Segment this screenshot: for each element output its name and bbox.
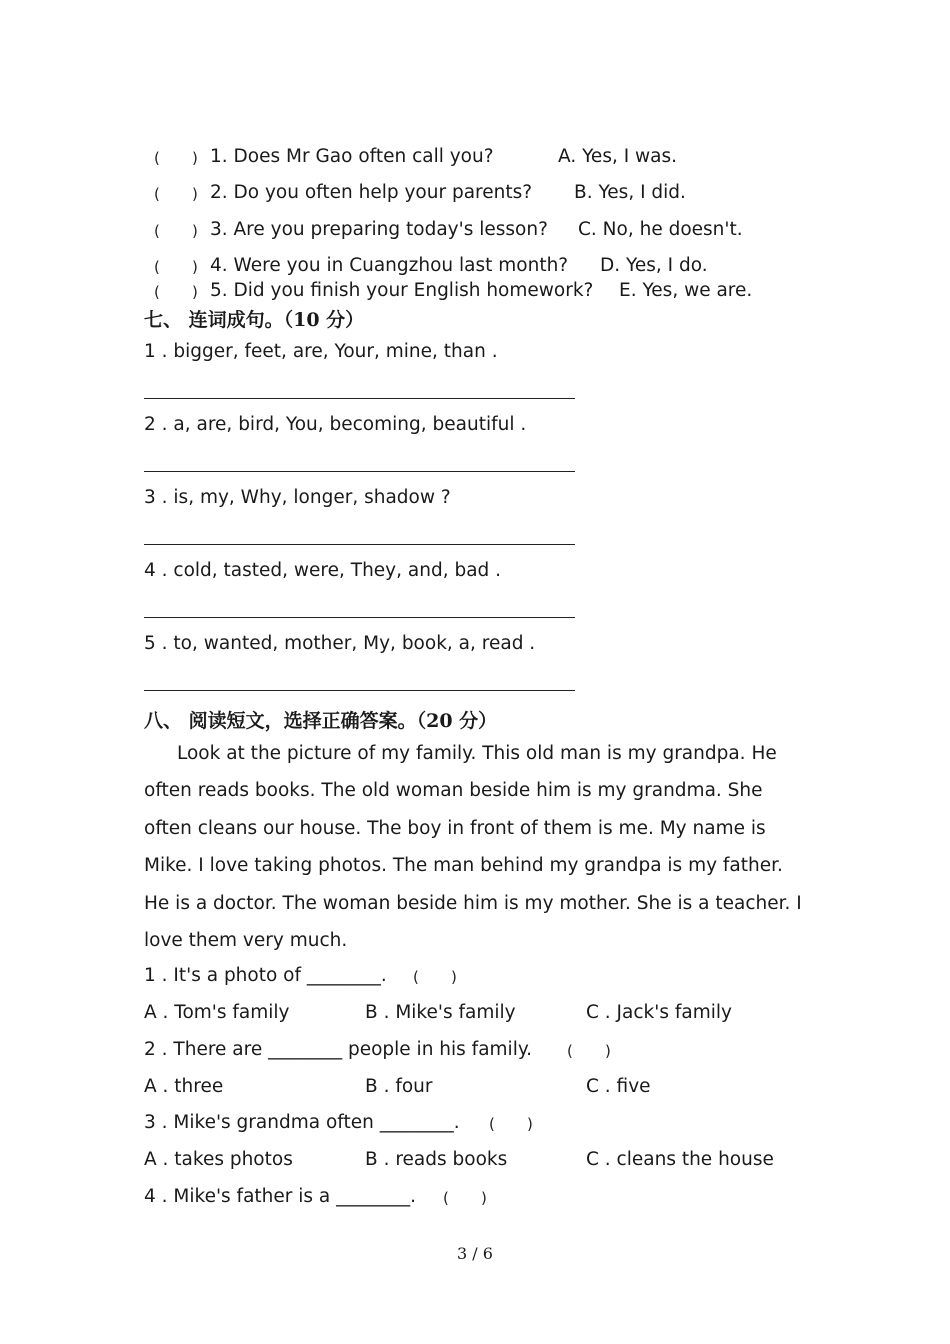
passage-text: Look at the picture of my family. This old man is my grandpa. He often reads books. The old woman beside him is my grandma. She often cleans our house. The boy in front of them is me. My name is Mike. I love taking photos. The man behind my grandpa is my father. He is a doctor. The woman beside him is my mother. She is a teacher. I love them very much. — [144, 743, 802, 952]
section-7-title: 七、 连词成句。（10 分） — [144, 309, 365, 331]
sentence-item-2: 2 . a, are, bird, You, becoming, beautiful . — [144, 414, 527, 435]
answer-bracket-close: ) — [605, 1042, 611, 1060]
sentence-item-3: 3 . is, my, Why, longer, shadow ? — [144, 487, 451, 508]
answer-bracket-close: ) — [192, 149, 198, 167]
answer-bracket-close: ) — [481, 1189, 487, 1207]
answer-line — [144, 471, 575, 472]
answer-bracket-close: ) — [192, 222, 198, 240]
match-answer-b: B. Yes, I did. — [574, 182, 686, 203]
answer-bracket-open: ( — [154, 258, 160, 276]
match-question-4: 4. Were you in Cuangzhou last month? — [210, 255, 569, 276]
answer-line — [144, 544, 575, 545]
match-question-3: 3. Are you preparing today's lesson? — [210, 219, 548, 240]
option-2b: B . four — [365, 1076, 433, 1097]
option-1a: A . Tom's family — [144, 1002, 290, 1023]
answer-line — [144, 398, 575, 399]
answer-bracket-open: ( — [489, 1115, 495, 1133]
question-3-stem: 3 . Mike's grandma often ________. — [144, 1112, 460, 1133]
section-8-title: 八、 阅读短文，选择正确答案。（20 分） — [144, 710, 498, 732]
answer-bracket-open: ( — [567, 1042, 573, 1060]
answer-bracket-close: ) — [192, 185, 198, 203]
answer-bracket-close: ) — [192, 283, 198, 301]
answer-bracket-close: ) — [451, 968, 457, 986]
option-1c: C . Jack's family — [586, 1002, 732, 1023]
sentence-item-5: 5 . to, wanted, mother, My, book, a, read . — [144, 633, 536, 654]
answer-line — [144, 690, 575, 691]
answer-bracket-open: ( — [154, 283, 160, 301]
option-2c: C . five — [586, 1076, 651, 1097]
match-question-1: 1. Does Mr Gao often call you? — [210, 146, 494, 167]
question-4-stem: 4 . Mike's father is a ________. — [144, 1186, 417, 1207]
answer-bracket-close: ) — [192, 258, 198, 276]
question-2-stem: 2 . There are ________ people in his family. — [144, 1039, 533, 1060]
option-3a: A . takes photos — [144, 1149, 293, 1170]
match-question-2: 2. Do you often help your parents? — [210, 182, 533, 203]
match-question-5: 5. Did you finish your English homework? — [210, 280, 594, 301]
sentence-item-1: 1 . bigger, feet, are, Your, mine, than . — [144, 341, 498, 362]
match-answer-c: C. No, he doesn't. — [578, 219, 743, 240]
page-number: 3 / 6 — [457, 1244, 493, 1263]
answer-bracket-open: ( — [154, 149, 160, 167]
option-2a: A . three — [144, 1076, 224, 1097]
option-3c: C . cleans the house — [586, 1149, 774, 1170]
answer-bracket-open: ( — [154, 185, 160, 203]
option-3b: B . reads books — [365, 1149, 508, 1170]
answer-bracket-close: ) — [527, 1115, 533, 1133]
option-1b: B . Mike's family — [365, 1002, 516, 1023]
answer-bracket-open: ( — [443, 1189, 449, 1207]
answer-line — [144, 617, 575, 618]
answer-bracket-open: ( — [154, 222, 160, 240]
match-answer-e: E. Yes, we are. — [619, 280, 753, 301]
sentence-item-4: 4 . cold, tasted, were, They, and, bad . — [144, 560, 502, 581]
match-answer-a: A. Yes, I was. — [558, 146, 678, 167]
answer-bracket-open: ( — [413, 968, 419, 986]
match-answer-d: D. Yes, I do. — [600, 255, 708, 276]
reading-passage — [144, 735, 809, 959]
question-1-stem: 1 . It's a photo of ________. — [144, 965, 387, 986]
